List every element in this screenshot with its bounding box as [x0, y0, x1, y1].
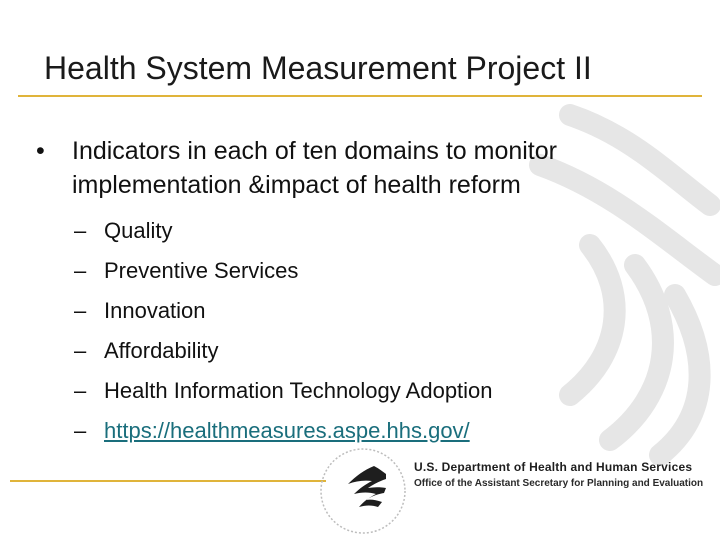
title-divider	[18, 95, 702, 97]
dash-marker: –	[74, 338, 87, 363]
dash-marker: –	[74, 298, 87, 323]
dash-marker: –	[74, 258, 87, 283]
domain-innovation: Innovation	[104, 298, 206, 323]
domain-preventive-services: Preventive Services	[104, 258, 299, 283]
list-item	[74, 256, 493, 296]
list-item	[74, 336, 493, 376]
list-item	[74, 216, 493, 256]
footer-divider	[10, 480, 326, 482]
healthmeasures-link[interactable]: https://healthmeasures.aspe.hhs.gov/	[104, 418, 470, 443]
domain-quality: Quality	[104, 218, 173, 243]
list-item	[74, 416, 493, 456]
department-name: U.S. Department of Health and Human Services	[414, 460, 693, 474]
main-bullet	[36, 134, 686, 202]
domain-list	[74, 216, 493, 456]
main-bullet-text: Indicators in each of ten domains to monitor implementation &impact of health reform	[72, 137, 557, 199]
office-name: Office of the Assistant Secretary for Planning and Evaluation	[414, 478, 704, 489]
hhs-seal-icon	[316, 444, 410, 538]
dash-marker: –	[74, 418, 87, 443]
list-item	[74, 376, 493, 416]
dash-marker: –	[74, 218, 87, 243]
domain-affordability: Affordability	[104, 338, 219, 363]
dash-marker: –	[74, 378, 87, 403]
slide-title: Health System Measurement Project II	[44, 50, 592, 86]
domain-health-it-adoption: Health Information Technology Adoption	[104, 378, 493, 403]
list-item	[74, 296, 493, 336]
bullet-marker: •	[36, 137, 45, 165]
